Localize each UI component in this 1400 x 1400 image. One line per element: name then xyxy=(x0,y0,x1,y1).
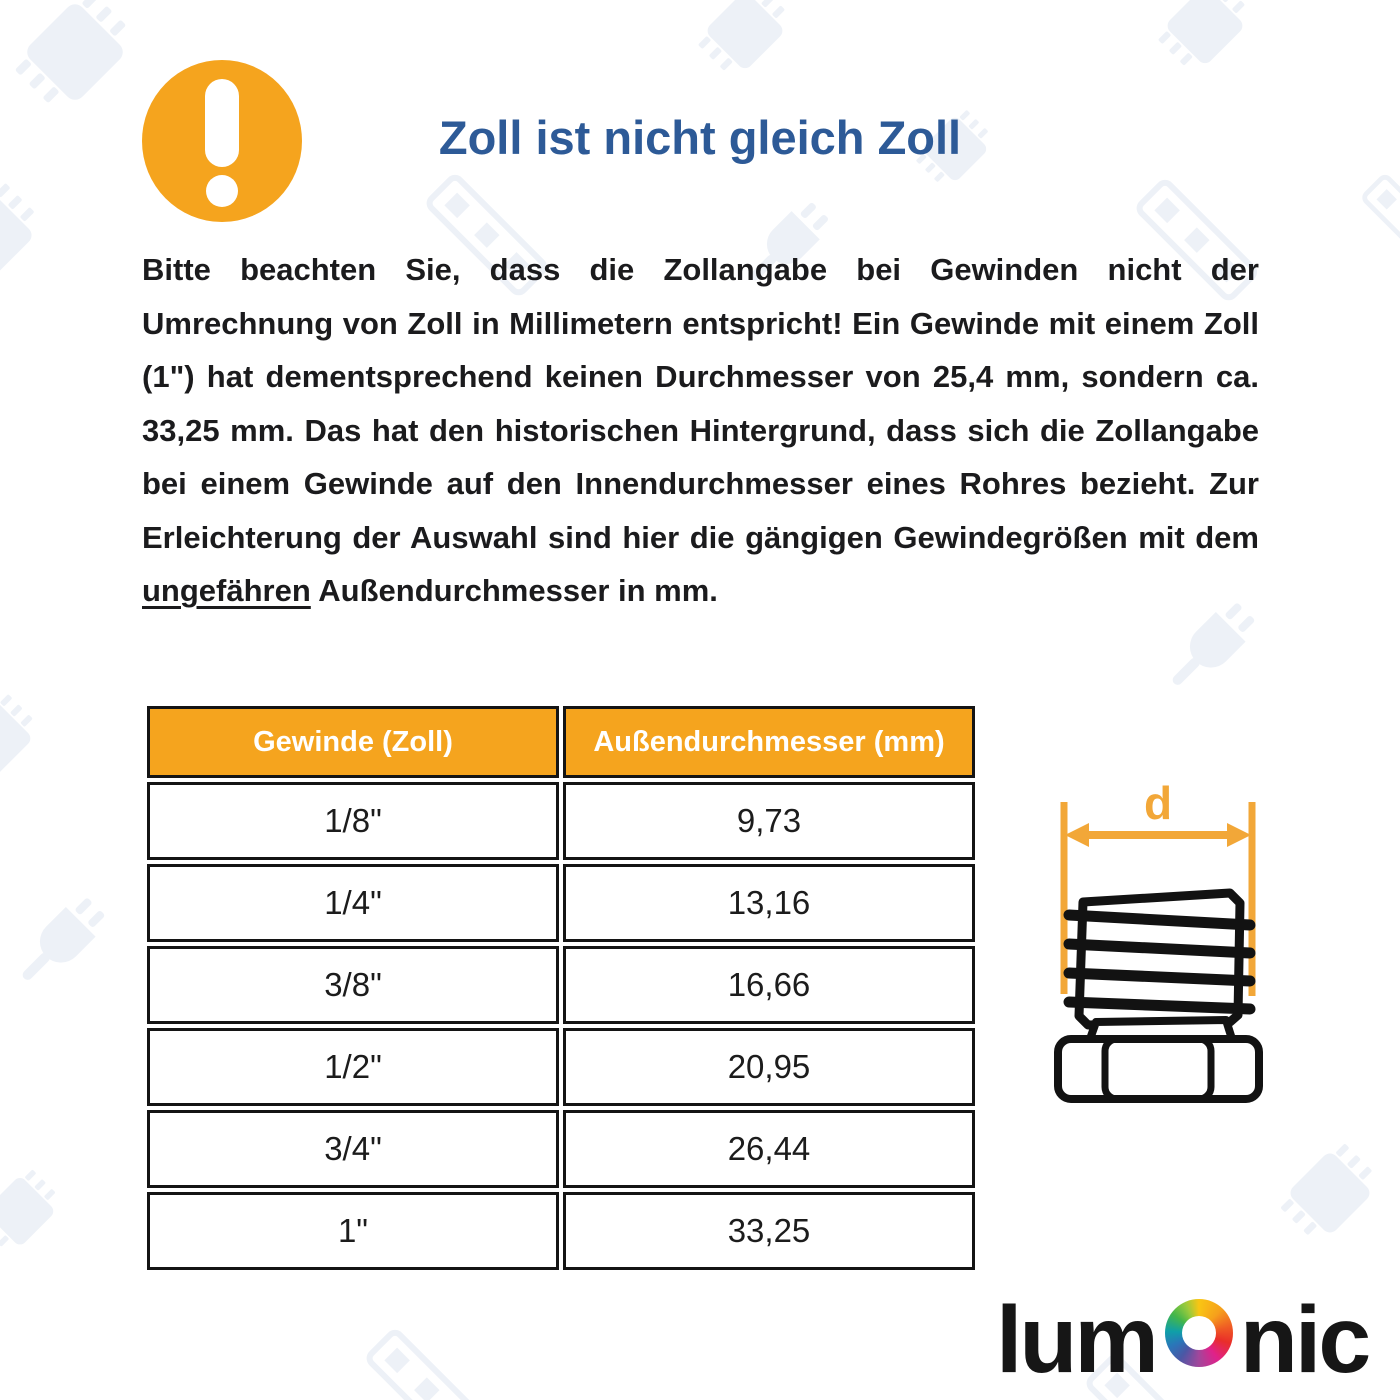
logo-text-suffix: nic xyxy=(1239,1286,1369,1393)
watermark-chip-icon xyxy=(10,0,140,117)
table-header-row xyxy=(147,706,975,778)
watermark-chip-icon xyxy=(0,690,43,786)
cell-aussendurchmesser-mm: 20,95 xyxy=(563,1028,975,1106)
watermark-chip-icon xyxy=(694,0,796,82)
table-row xyxy=(147,1192,975,1270)
intro-text-before: Bitte beachten Sie, dass die Zollangabe bei Gewinden nicht der Umrechnung von Zoll in Millimetern entspricht! Ein Gewinde mit einem Zoll (1") hat dementsprechend keinen Durchmesser von 25,4 mm, sondern ca. 33,25 mm. Das hat den historischen Hintergrund, dass sich die Zollangabe bei einem Gewinde auf den Innendurchmesser eines Rohres bezieht. Zur Erleichterung der Auswahl sind hier die gängigen Gewindegrößen mit dem xyxy=(142,252,1259,555)
cell-aussendurchmesser-mm: 33,25 xyxy=(563,1192,975,1270)
watermark-chip-icon xyxy=(0,179,47,292)
cell-aussendurchmesser-mm: 16,66 xyxy=(563,946,975,1024)
table-row xyxy=(147,864,975,942)
watermark-strip-icon xyxy=(367,1330,487,1400)
watermark-chip-icon xyxy=(0,1166,65,1257)
page-title: Zoll ist nicht gleich Zoll xyxy=(438,111,962,164)
watermark-chip-icon xyxy=(1276,1139,1383,1246)
intro-underlined-word: ungefähren xyxy=(142,573,311,608)
header-gewinde: Gewinde (Zoll) xyxy=(147,706,559,778)
watermark-strip-icon xyxy=(1362,175,1400,271)
watermark-chip-icon xyxy=(1154,0,1256,77)
cell-gewinde-zoll: 1/4" xyxy=(147,864,559,942)
brand-logo xyxy=(996,1278,1369,1393)
thread-diagram xyxy=(1034,775,1264,1107)
table-row xyxy=(147,1110,975,1188)
exclamation-dot xyxy=(206,175,238,207)
table-row xyxy=(147,946,975,1024)
cell-aussendurchmesser-mm: 9,73 xyxy=(563,782,975,860)
cell-gewinde-zoll: 3/4" xyxy=(147,1110,559,1188)
header-durchmesser: Außendurchmesser (mm) xyxy=(563,706,975,778)
threaded-fitting-drawing xyxy=(1058,893,1259,1099)
thread-size-table xyxy=(143,702,979,1274)
cell-gewinde-zoll: 1/8" xyxy=(147,782,559,860)
intro-text-after: Außendurchmesser in mm. xyxy=(310,573,718,608)
logo-text-prefix: lum xyxy=(996,1286,1156,1393)
dimension-label: d xyxy=(1143,777,1173,829)
cell-aussendurchmesser-mm: 26,44 xyxy=(563,1110,975,1188)
cell-gewinde-zoll: 3/8" xyxy=(147,946,559,1024)
intro-paragraph xyxy=(142,243,1259,618)
watermark-plug-icon xyxy=(9,891,111,993)
cell-gewinde-zoll: 1/2" xyxy=(147,1028,559,1106)
color-wheel-o-icon xyxy=(1165,1299,1233,1367)
cell-aussendurchmesser-mm: 13,16 xyxy=(563,864,975,942)
table-row xyxy=(147,1028,975,1106)
table-row xyxy=(147,782,975,860)
cell-gewinde-zoll: 1" xyxy=(147,1192,559,1270)
